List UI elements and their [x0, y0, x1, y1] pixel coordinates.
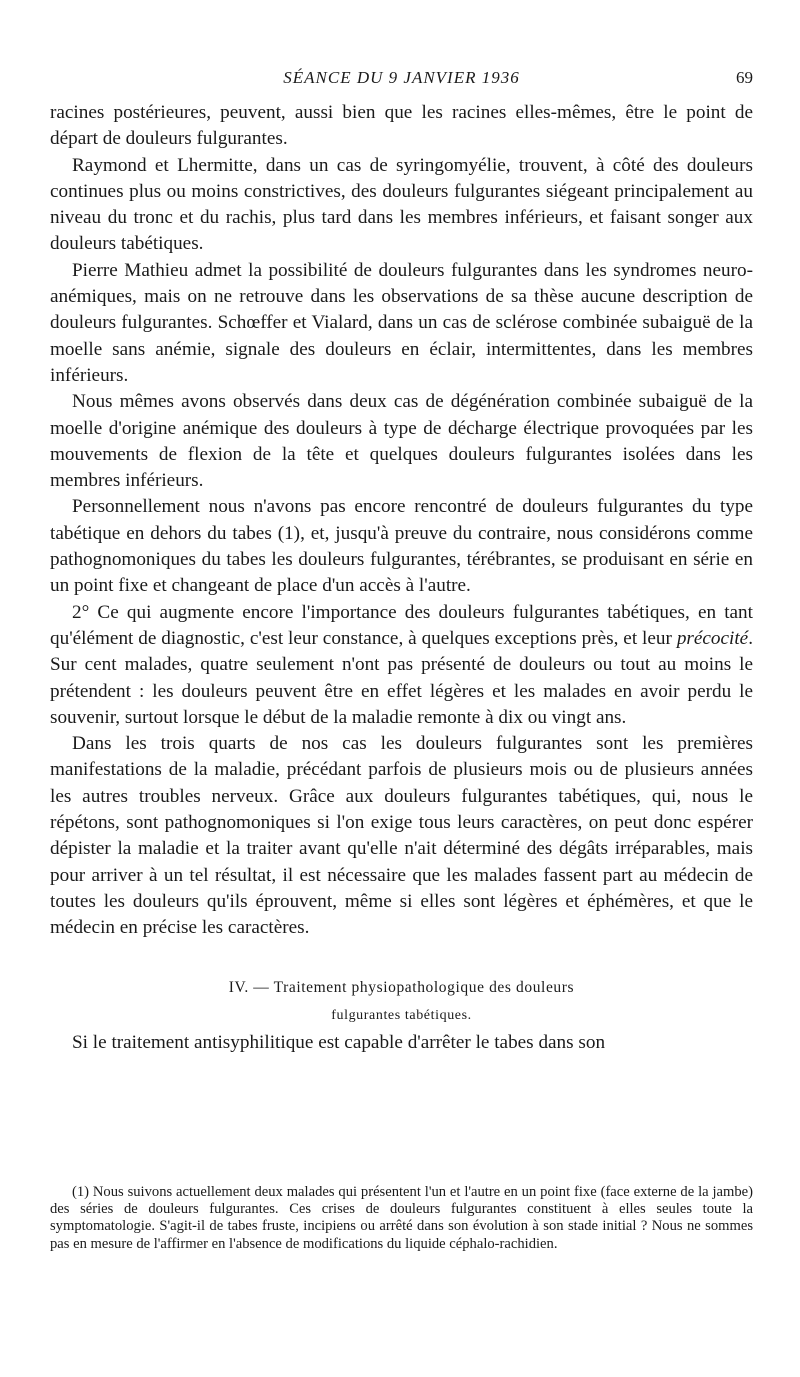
body-text [50, 100, 753, 1056]
section-heading-line-2: fulgurantes tabétiques. [331, 1007, 472, 1023]
paragraph: Raymond et Lhermitte, dans un cas de syringomyélie, trouvent, à côté des douleurs continues plus ou moins constrictives, des douleurs fulgurantes siégeant principalement au niveau du tronc et du rachis, plus tard dans les membres inférieurs, et faisant songer aux douleurs tabétiques. [50, 154, 753, 255]
paragraph: Personnellement nous n'avons pas encore rencontré de douleurs fulgurantes du type tabétique en dehors du tabes (1), et, jusqu'à preuve du contraire, nous considérons comme pathognomoniques du tabes les douleurs fulgurantes, térébrantes, se produisant en série en un point fixe et changeant de place d'un accès à l'autre. [50, 496, 753, 597]
paragraph-2o-end: . Sur cent malades, quatre seulement n'ont pas présenté de douleurs ou tout au moins le prétendent : les douleurs peuvent être en effet légères et les malades en avoir perdu le souvenir, surtout lorsque le début de la maladie remonte à dix ou vingt ans. [50, 627, 753, 728]
footnote-text: (1) Nous suivons actuellement deux malades qui présentent l'un et l'autre en un point fixe (face externe de la jambe) des séries de douleurs fulgurantes. Ces crises de douleurs fulgurantes constituent à elles seules toute la symptomatologie. S'agit-il de tabes fruste, incipiens ou arrêté dans son évolution à son stade initial ? Nous ne sommes pas en mesure de l'affirmer en l'absence de modifications du liquide céphalo-rachidien. [50, 1184, 753, 1252]
paragraph: racines postérieures, peuvent, aussi bien que les racines elles-mêmes, être le point de départ de douleurs fulgurantes. [50, 102, 753, 150]
page [50, 62, 753, 1056]
paragraph: Nous mêmes avons observés dans deux cas de dégénération combinée subaiguë de la moelle d'origine anémique des douleurs à type de décharge électrique provoquées par les mouvements de flexion de la tête et quelques douleurs fulgurantes isolées dans les membres inférieurs. [50, 391, 753, 492]
paragraph-2o-start: 2° Ce qui augmente encore l'importance des douleurs fulgurantes tabétiques, en tant qu'élément de diagnostic, c'est leur constance, à quelques exceptions près, et leur [50, 601, 753, 649]
section-heading [50, 974, 753, 1030]
paragraph: Dans les trois quarts de nos cas les douleurs fulgurantes sont les premières manifestations de la maladie, précédant parfois de plusieurs mois ou de plusieurs années les autres troubles nerveux. Grâce aux douleurs fulgurantes tabétiques, qui, nous le répétons, sont pathognomoniques si l'on exige tous leurs caractères, on peut donc espérer dépister la maladie et la traiter avant qu'elle n'ait déterminé des dégâts irréparables, mais pour arriver à un tel résultat, il est nécessaire que les malades fassent part au médecin de toutes les douleurs qu'ils éprouvent, même si elles sont légères et éphémères, et que le médecin en précise les caractères. [50, 733, 753, 939]
footnote [50, 1184, 753, 1253]
paragraph: Pierre Mathieu admet la possibilité de douleurs fulgurantes dans les syndromes neuro-anémiques, mais on ne retrouve dans les observations de sa thèse aucune description de douleurs fulgurantes. Schœffer et Vialard, dans un cas de sclérose combinée subaiguë de la moelle sans anémie, signale des douleurs en éclair, intermittentes, dans les membres inférieurs. [50, 259, 753, 386]
paragraph-2o [50, 600, 753, 731]
page-number: 69 [736, 68, 753, 87]
paragraph: Si le traitement antisyphilitique est capable d'arrêter le tabes dans son [72, 1031, 606, 1053]
section-heading-line-1: IV. — Traitement physiopathologique des douleurs [228, 978, 575, 996]
running-title: SÉANCE DU 9 JANVIER 1936 [283, 68, 520, 87]
running-header [50, 62, 753, 92]
emphasis-precocite: précocité [676, 627, 749, 649]
